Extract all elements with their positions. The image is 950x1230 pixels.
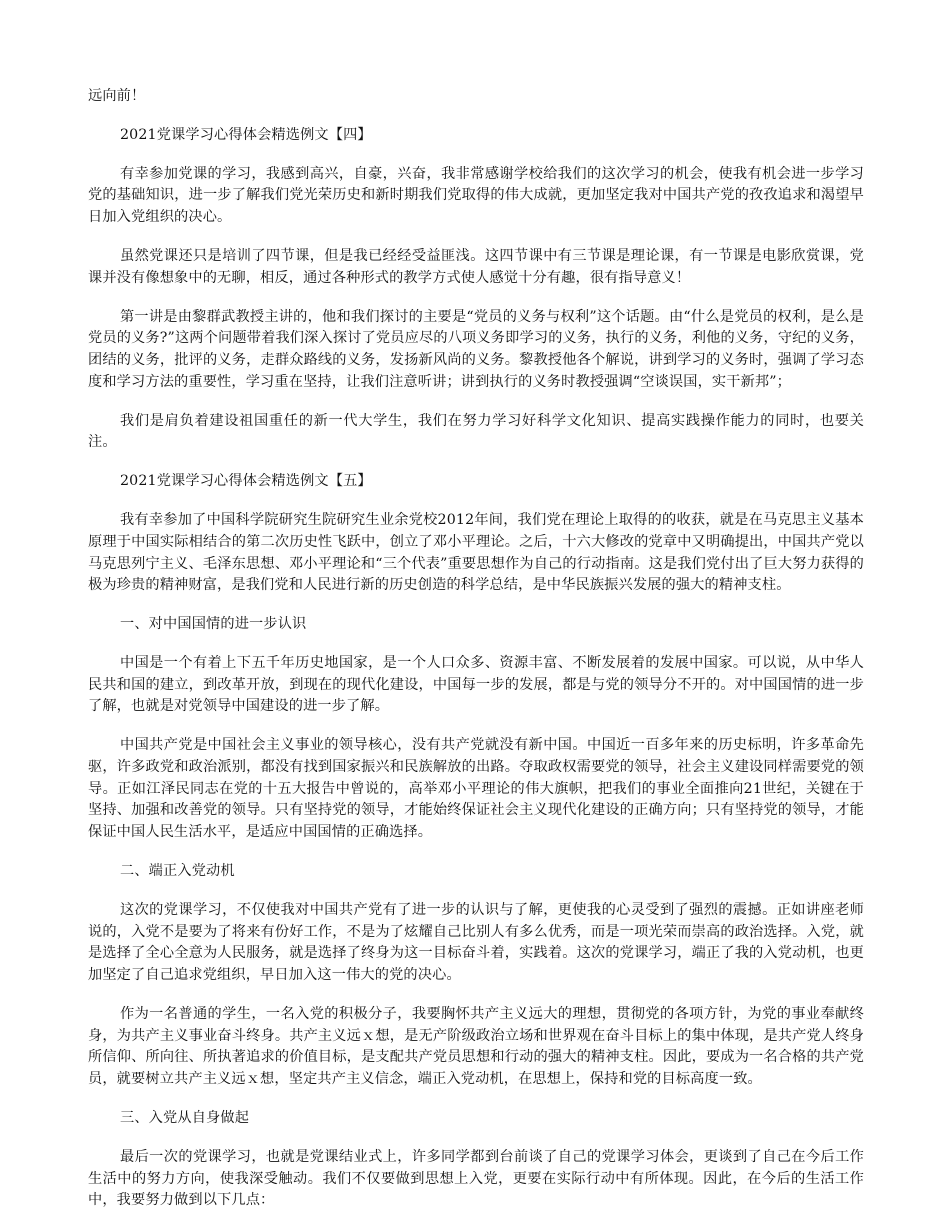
subheading-3: 三、入党从自身做起 <box>120 1109 250 1126</box>
paragraph: 虽然党课还只是培训了四节课，但是我已经经受益匪浅。这四节课中有三节课是理论课，有一节课是电影欣赏课，党课并没有像想象中的无聊，相反，通过各种形式的教学方式使人感觉十分有趣，很有指导意义！ <box>88 248 864 286</box>
subheading-1: 一、对中国国情的进一步认识 <box>120 616 307 633</box>
paragraph: 这次的党课学习，不仅使我对中国共产党有了进一步的认识与了解，更使我的心灵受到了强烈的震撼。正如讲座老师说的，入党不是要为了将来有份好工作，不是为了炫耀自己比别人有多么优秀，而是一项光荣而崇高的政治选择。入党，就是选择了全心全意为人民服务，就是选择了终身为这一目标奋斗着，实践着。这次的党课学习，端正了我的入党动机，也更加坚定了自己追求党组织，早日加入这一伟大的党的决心。 <box>88 901 864 984</box>
paragraph: 我们是肩负着建设祖国重任的新一代大学生，我们在努力学习好科学文化知识、提高实践操作能力的同时，也要关注。 <box>88 412 864 451</box>
paragraph: 作为一名普通的学生，一名入党的积极分子，我要胸怀共产主义远大的理想，贯彻党的各项方针，为党的事业奉献终身，为共产主义事业奋斗终身。共产主义远ｘ想，是无产阶级政治立场和世界观在奋斗目标上的集中体现，是共产党人终身所信仰、所向往、所执著追求的价值目标，是支配共产党员思想和行动的强大的精神支柱。因此，要成为一名合格的共产党员，就要树立共产主义远ｘ想，坚定共产主义信念，端正入党动机，在思想上，保持和党的目标高度一致。 <box>88 1005 864 1088</box>
document-page <box>88 86 864 1229</box>
paragraph: 中国共产党是中国社会主义事业的领导核心，没有共产党就没有新中国。中国近一百多年来的历史标明，许多革命先驱，许多政党和政治派别，都没有找到国家振兴和民族解放的出路。夺取政权需要党的领导，社会主义建设同样需要党的领导。正如江泽民同志在党的十五大报告中曾说的，高举邓小平理论的伟大旗帜，把我们的事业全面推向21世纪，关键在于坚持、加强和改善党的领导。只有坚持党的领导，才能始终保证社会主义现代化建设的正确方向；只有坚持党的领导，才能保证中国人民生活水平，是适应中国国情的正确选择。 <box>88 737 864 841</box>
paragraph: 中国是一个有着上下五千年历史地国家，是一个人口众多、资源丰富、不断发展着的发展中国家。可以说，从中华人民共和国的建立，到改革开放，到现在的现代化建设，中国每一步的发展，都是与党的领导分不开的。对中国国情的进一步了解，也就是对党领导中国建设的进一步了解。 <box>88 655 864 715</box>
paragraph: 有幸参加党课的学习，我感到高兴，自豪，兴奋，我非常感谢学校给我们的这次学习的机会，使我有机会进一步学习党的基础知识，进一步了解我们党光荣历史和新时期我们党取得的伟大成就，更加坚定我对中国共产党的孜孜追求和渴望早日加入党组织的决心。 <box>88 165 864 226</box>
section-heading-5: 2021党课学习心得体会精选例文【五】 <box>120 473 372 490</box>
paragraph: 最后一次的党课学习，也就是党课结业式上，许多同学都到台前谈了自己的党课学习体会，更谈到了自己在今后工作生活中的努力方向，使我深受触动。我们不仅要做到思想上入党，更要在实际行动中有所体现。因此，在今后的生活工作中，我要努力做到以下几点： <box>88 1148 864 1209</box>
paragraph-intro: 远向前！ <box>88 88 146 104</box>
paragraph: 我有幸参加了中国科学院研究生院研究生业余党校2012年间，我们党在理论上取得的的收获，就是在马克思主义基本原理于中国实际相结合的第二次历史性飞跃中，创立了邓小平理论。之后，十六大修改的党章中又明确提出，中国共产党以马克思列宁主义、毛泽东思想、邓小平理论和“三个代表”重要思想作为自己的行动指南。这是我们党付出了巨大努力获得的极为珍贵的精神财富，是我们党和人民进行新的历史创造的科学总结，是中华民族振兴发展的强大的精神支柱。 <box>88 512 864 594</box>
paragraph: 第一讲是由黎群武教授主讲的，他和我们探讨的主要是“党员的义务与权利”这个话题。由“什么是党员的权利，是么是党员的义务?”这两个问题带着我们深入探讨了党员应尽的八项义务即学习的义务，执行的义务，利他的义务，守纪的义务，团结的义务，批评的义务，走群众路线的义务，发扬新风尚的义务。黎教授他各个解说，讲到学习的义务时，强调了学习态度和学习方法的重要性，学习重在坚持，让我们注意听讲；讲到执行的义务时教授强调“空谈误国，实干新邦”； <box>88 308 864 390</box>
subheading-2: 二、端正入党动机 <box>120 863 235 880</box>
section-heading-4: 2021党课学习心得体会精选例文【四】 <box>120 126 372 143</box>
